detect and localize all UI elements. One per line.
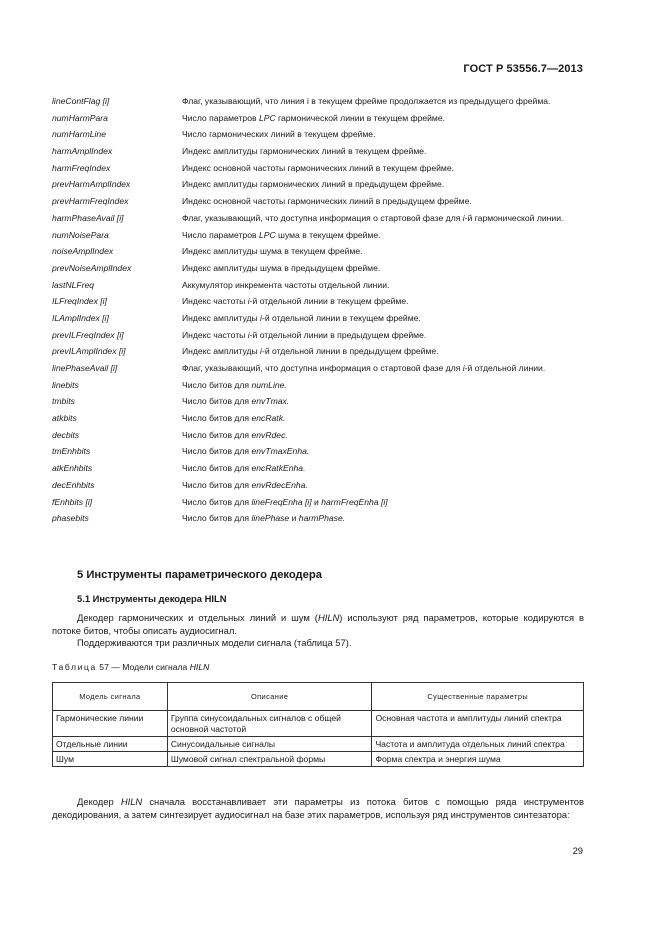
table-cell: Гармонические линии bbox=[53, 711, 168, 737]
text-run: -й отдельной линии в текущем фрейме. bbox=[261, 312, 421, 323]
text-run: Индекс амплитуды bbox=[182, 346, 261, 357]
italic-text: harmPhase. bbox=[298, 513, 346, 524]
definition-term: prevHarmAmplIndex bbox=[52, 179, 131, 190]
text-run: -й отдельной линии. bbox=[464, 363, 546, 373]
text-run: Декодер гармонических и отдельных линий и шум ( bbox=[77, 612, 318, 623]
table-cell: Группа синусоидальных сигналов с общей основной частотой bbox=[167, 711, 372, 737]
definition-term: decEnhbits bbox=[52, 479, 95, 490]
definition-term: prevILFreqIndex [i] bbox=[52, 329, 124, 340]
text-run: Индекс основной частоты гармонических линий в текущем фрейме. bbox=[182, 162, 454, 173]
text-run: Число битов для bbox=[182, 463, 252, 474]
text-run: ) используют ряд параметров, которые кодируются в потоке битов, чтобы описать аудиосигнал. bbox=[52, 612, 584, 636]
italic-text: LPC bbox=[258, 229, 276, 240]
definition-row bbox=[52, 430, 584, 441]
definition-row bbox=[52, 463, 584, 474]
definition-description bbox=[182, 480, 584, 491]
text-run: Число битов для bbox=[182, 379, 252, 390]
table-header-cell: Описание bbox=[167, 683, 372, 711]
definition-description bbox=[182, 196, 584, 207]
italic-text: harmFreqEnha [i] bbox=[321, 496, 388, 507]
definition-row bbox=[52, 363, 584, 374]
table-cell: Шумовой сигнал спектральной формы bbox=[167, 752, 372, 767]
definition-term: fEnhbits [i] bbox=[52, 496, 93, 507]
text-run: Число битов для bbox=[182, 513, 252, 524]
paragraph-models-count: Поддерживаются три различных модели сигнала (таблица 57). bbox=[77, 637, 352, 648]
definition-description bbox=[182, 313, 584, 324]
text-run: Число битов для bbox=[182, 479, 252, 490]
italic-text: HILN bbox=[120, 796, 143, 807]
definition-term: phasebits bbox=[52, 513, 89, 524]
italic-text: encRatkEnha. bbox=[251, 463, 306, 474]
definition-row bbox=[52, 129, 584, 140]
definition-term: lineContFlag [i] bbox=[52, 96, 110, 106]
text-run: Флаг, указывающий, что доступна информация о стартовой фазе для bbox=[182, 363, 463, 373]
italic-text: HILN bbox=[317, 612, 340, 623]
definition-row bbox=[52, 513, 584, 524]
section-title: 5 Инструменты параметрического декодера bbox=[77, 569, 322, 581]
italic-text: i bbox=[462, 363, 465, 373]
italic-text: linePhase bbox=[251, 513, 290, 524]
table-cell: Отдельные линии bbox=[53, 737, 168, 752]
italic-text: envTmax. bbox=[251, 396, 290, 407]
definition-term: linebits bbox=[52, 379, 79, 390]
definition-row bbox=[52, 313, 584, 324]
subsection-title: 5.1 Инструменты декодера HILN bbox=[77, 593, 227, 604]
definition-description bbox=[182, 129, 584, 140]
definition-row bbox=[52, 497, 584, 508]
table-row bbox=[53, 737, 584, 752]
text-run: гармонической линии в текущем фрейме. bbox=[275, 112, 446, 123]
table-caption-label: Таблица bbox=[52, 662, 97, 672]
table-caption-text: 57 — Модели сигнала bbox=[96, 662, 190, 672]
definition-row bbox=[52, 480, 584, 491]
text-run: Флаг, указывающий, что линия i в текущем фрейме продолжается из предыдущего фрейма. bbox=[182, 96, 551, 106]
definition-row bbox=[52, 413, 584, 424]
italic-text: i bbox=[462, 212, 465, 223]
signal-models-table bbox=[52, 682, 584, 767]
table-row bbox=[53, 752, 584, 767]
text-run: и bbox=[289, 513, 299, 524]
definitions-list bbox=[52, 96, 584, 530]
definition-row bbox=[52, 280, 584, 291]
text-run: Индекс амплитуды шума в предыдущем фрейме. bbox=[182, 262, 381, 273]
text-run: Число битов для bbox=[182, 496, 252, 507]
text-run: Индекс амплитуды гармонических линий в предыдущем фрейме. bbox=[182, 179, 445, 190]
definition-term: lastNLFreq bbox=[52, 279, 95, 290]
text-run: Индекс амплитуды шума в текущем фрейме. bbox=[182, 246, 363, 257]
italic-text: i bbox=[247, 296, 250, 307]
text-run: Число гармонических линий в текущем фрейме. bbox=[182, 129, 376, 140]
text-run: Индекс частоты bbox=[182, 329, 248, 340]
definition-row bbox=[52, 163, 584, 174]
definition-term: prevHarmFreqIndex bbox=[52, 196, 129, 207]
definition-description bbox=[182, 280, 584, 291]
table-cell: Шум bbox=[53, 752, 168, 767]
text-run: Индекс частоты bbox=[182, 296, 248, 307]
definition-term: prevNoiseAmplIndex bbox=[52, 262, 132, 273]
definition-description bbox=[182, 96, 584, 107]
text-run: Индекс амплитуды гармонических линий в текущем фрейме. bbox=[182, 146, 427, 157]
definition-description bbox=[182, 497, 584, 508]
text-run: -й отдельной линии в предыдущем фрейме. bbox=[261, 346, 439, 357]
text-run: -й гармонической линии. bbox=[464, 212, 564, 223]
text-run: Число параметров bbox=[182, 229, 259, 240]
definition-term: decbits bbox=[52, 429, 80, 440]
definition-description bbox=[182, 263, 584, 274]
definition-term: numNoisePara bbox=[52, 229, 109, 240]
definition-row bbox=[52, 230, 584, 241]
definition-row bbox=[52, 330, 584, 341]
definition-row bbox=[52, 196, 584, 207]
definition-description bbox=[182, 396, 584, 407]
definition-row bbox=[52, 179, 584, 190]
definition-row bbox=[52, 263, 584, 274]
definition-row bbox=[52, 380, 584, 391]
definition-term: atkbits bbox=[52, 413, 77, 424]
definition-description bbox=[182, 113, 584, 124]
definition-description bbox=[182, 513, 584, 524]
definition-term: noiseAmplIndex bbox=[52, 246, 114, 257]
definition-term: harmAmplIndex bbox=[52, 146, 113, 157]
italic-text: envRdecEnha. bbox=[251, 479, 308, 490]
definition-description bbox=[182, 296, 584, 307]
text-run: Число битов для bbox=[182, 396, 252, 407]
text-run: Индекс амплитуды bbox=[182, 312, 261, 323]
table-header-row bbox=[53, 683, 584, 711]
italic-text: LPC bbox=[258, 112, 276, 123]
definition-description bbox=[182, 446, 584, 457]
page-number: 29 bbox=[572, 845, 583, 856]
italic-text: i bbox=[260, 346, 262, 357]
definition-term: numHarmLine bbox=[52, 129, 106, 140]
text-run: сначала восстанавливает эти параметры из потока битов с помощью ряда инструментов декодирования, а затем синтезирует аудиосигнал на базе этих параметров, используя ряд инструментов синтезатора: bbox=[52, 796, 585, 820]
italic-text: envTmaxEnha. bbox=[251, 446, 310, 457]
document-standard-header: ГОСТ Р 53556.7—2013 bbox=[463, 63, 583, 75]
definition-description bbox=[182, 213, 584, 224]
definition-term: linePhaseAvail [i] bbox=[52, 363, 118, 373]
italic-text: encRatk. bbox=[251, 413, 286, 424]
table-row bbox=[53, 711, 584, 737]
definition-row bbox=[52, 296, 584, 307]
table-header-cell: Модель сигнала bbox=[53, 683, 168, 711]
definition-row bbox=[52, 346, 584, 357]
table-cell: Форма спектра и энергия шума bbox=[372, 752, 584, 767]
definition-term: harmFreqIndex bbox=[52, 162, 111, 173]
definition-row bbox=[52, 113, 584, 124]
definition-row bbox=[52, 96, 584, 107]
definition-term: tmbits bbox=[52, 396, 75, 407]
table-cell: Частота и амплитуда отдельных линий спектра bbox=[372, 737, 584, 752]
text-run: Индекс основной частоты гармонических линий в предыдущем фрейме. bbox=[182, 196, 472, 207]
definition-description bbox=[182, 380, 584, 391]
definition-term: harmPhaseAvail [i] bbox=[52, 212, 124, 223]
definition-term: atkEnhbits bbox=[52, 463, 93, 474]
italic-text: i bbox=[247, 329, 250, 340]
paragraph-decoder-process bbox=[52, 796, 584, 821]
text-run: Флаг, указывающий, что доступна информация о стартовой фазе для bbox=[182, 212, 463, 223]
definition-description bbox=[182, 346, 584, 357]
definition-description bbox=[182, 179, 584, 190]
definition-row bbox=[52, 446, 584, 457]
definition-description bbox=[182, 246, 584, 257]
text-run: Число битов для bbox=[182, 413, 252, 424]
italic-text: i bbox=[260, 312, 262, 323]
definition-term: ILFreqIndex [i] bbox=[52, 296, 107, 307]
definition-term: tmEnhbits bbox=[52, 446, 91, 457]
text-run: Число битов для bbox=[182, 446, 252, 457]
definition-row bbox=[52, 246, 584, 257]
text-run: и bbox=[311, 496, 322, 507]
text-run: -й отдельной линии в текущем фрейме. bbox=[249, 296, 409, 307]
definition-row bbox=[52, 213, 584, 224]
definition-description bbox=[182, 230, 584, 241]
italic-text: lineFreqEnha [i] bbox=[251, 496, 312, 507]
text-run: шума в текущем фрейме. bbox=[275, 229, 381, 240]
paragraph-hiln-intro bbox=[52, 612, 584, 637]
table-caption-name: HILN bbox=[189, 662, 210, 672]
definition-description bbox=[182, 330, 584, 341]
table-cell: Синусоидальные сигналы bbox=[167, 737, 372, 752]
definition-term: ILAmplIndex [i] bbox=[52, 312, 109, 323]
table-cell: Основная частота и амплитуды линий спектра bbox=[372, 711, 584, 737]
definition-term: prevILAmplIndex [i] bbox=[52, 346, 126, 357]
definition-description bbox=[182, 463, 584, 474]
text-run: -й отдельной линии в предыдущем фрейме. bbox=[249, 329, 427, 340]
table-caption bbox=[52, 662, 209, 672]
definition-description bbox=[182, 146, 584, 157]
definition-row bbox=[52, 146, 584, 157]
definition-description bbox=[182, 163, 584, 174]
text-run: Аккумулятор инкремента частоты отдельной линии. bbox=[182, 279, 390, 290]
table-header-cell: Существенные параметры bbox=[372, 683, 584, 711]
definition-row bbox=[52, 396, 584, 407]
definition-description bbox=[182, 363, 584, 374]
italic-text: numLine. bbox=[251, 379, 287, 390]
definition-description bbox=[182, 413, 584, 424]
text-run: Число битов для bbox=[182, 429, 252, 440]
text-run: Декодер bbox=[77, 796, 121, 807]
text-run: Число параметров bbox=[182, 112, 259, 123]
italic-text: envRdec. bbox=[251, 429, 288, 440]
definition-term: numHarmPara bbox=[52, 112, 108, 123]
definition-description bbox=[182, 430, 584, 441]
